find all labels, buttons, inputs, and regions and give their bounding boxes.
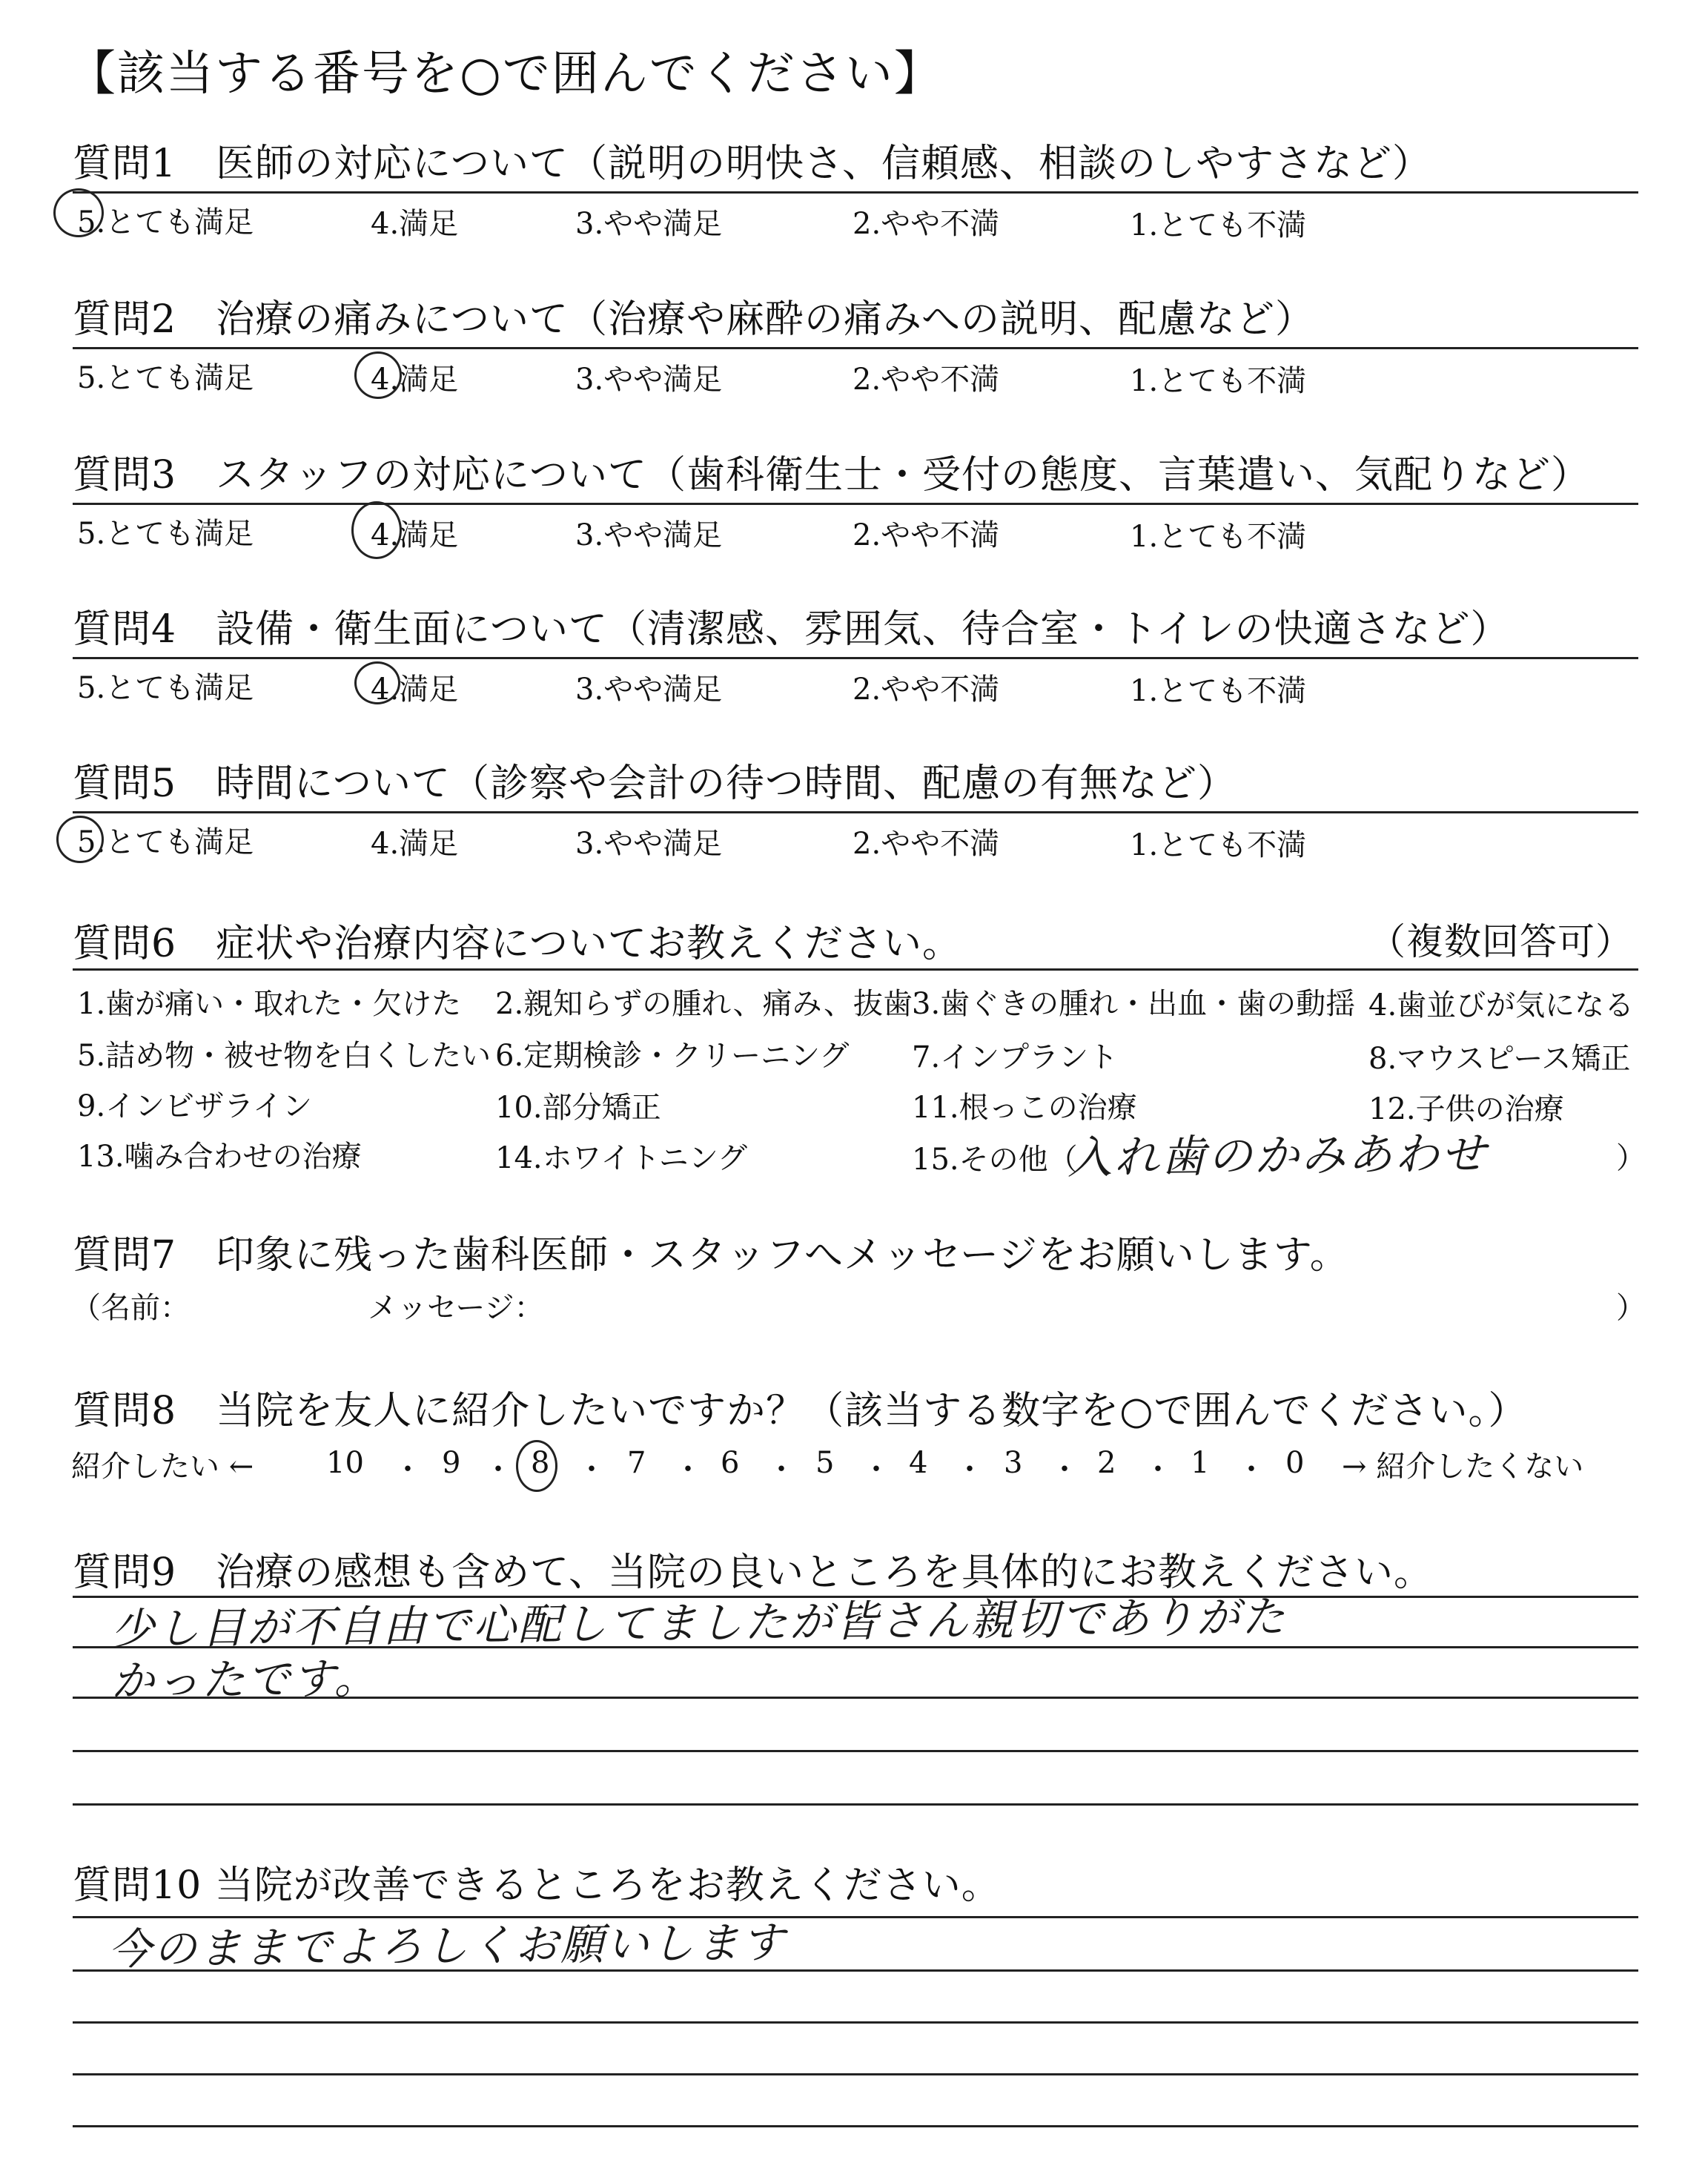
scale-3[interactable]: 3	[1004, 1446, 1023, 1480]
q5-option-4[interactable]: 4.満足	[371, 827, 459, 861]
scale-1[interactable]: 1	[1191, 1446, 1210, 1480]
message-label: メッセージ：	[368, 1291, 544, 1325]
scale-separator: ・	[1143, 1453, 1173, 1487]
scale-separator: ・	[577, 1453, 606, 1487]
answer-line	[73, 2073, 1638, 2075]
divider	[73, 811, 1638, 813]
q6-item-14[interactable]: 14.ホワイトニング	[495, 1141, 748, 1175]
q6-item-11[interactable]: 11.根っこの治療	[912, 1091, 1137, 1125]
q2-option-2[interactable]: 2.やや不満	[853, 363, 1000, 397]
q9-answer-line-2[interactable]: かったです。	[110, 1653, 380, 1706]
question-6-title: 質問6 症状や治療内容についてお教えください。	[73, 922, 962, 966]
scale-6[interactable]: 6	[721, 1446, 740, 1480]
page-title: 【該当する番号を○で囲んでください】	[68, 47, 943, 102]
answer-line	[73, 1750, 1638, 1752]
q6-item-9[interactable]: 9.インビザライン	[77, 1089, 312, 1123]
q4-option-1[interactable]: 1.とても不満	[1130, 674, 1307, 708]
answer-line	[73, 1803, 1638, 1806]
name-field[interactable]	[178, 1284, 341, 1321]
question-7-title: 質問7 印象に残った歯科医師・スタッフへメッセージをお願いします。	[73, 1233, 1349, 1278]
q6-item-15[interactable]: 15.その他（	[912, 1143, 1078, 1177]
scale-separator: ・	[673, 1453, 703, 1487]
q6-close-paren: ）	[1616, 1141, 1646, 1175]
scale-0[interactable]: 0	[1285, 1446, 1305, 1480]
answer-line	[73, 2125, 1638, 2127]
selection-circle	[53, 188, 104, 237]
scale-separator: ・	[955, 1453, 984, 1487]
question-10-title: 質問10 当院が改善できるところをお教えください。	[73, 1863, 1001, 1908]
q1-option-3[interactable]: 3.やや満足	[575, 207, 723, 241]
q3-option-3[interactable]: 3.やや満足	[575, 518, 723, 552]
q3-option-5[interactable]: 5.とても満足	[77, 517, 254, 551]
q1-option-5[interactable]: 5.とても満足	[77, 205, 254, 240]
q6-item-2[interactable]: 2.親知らずの腫れ、痛み、抜歯	[495, 987, 913, 1021]
question-9-title: 質問9 治療の感想も含めて、当院の良いところを具体的にお教えください。	[73, 1550, 1434, 1595]
q6-item-4[interactable]: 4.歯並びが気になる	[1368, 988, 1635, 1023]
q1-option-1[interactable]: 1.とても不満	[1130, 208, 1307, 242]
recommend-right-label: → 紹介したくない	[1342, 1450, 1584, 1484]
scale-5[interactable]: 5	[815, 1446, 835, 1480]
q4-option-2[interactable]: 2.やや不満	[853, 673, 1000, 707]
q10-answer[interactable]: 今のままでよろしくお願いします	[107, 1917, 787, 1975]
q2-option-1[interactable]: 1.とても不満	[1130, 364, 1307, 398]
q5-option-5[interactable]: 5.とても満足	[77, 825, 254, 859]
selection-circle	[56, 816, 104, 863]
q9-answer-line-1[interactable]: 少し目が不自由で心配してましたが皆さん親切でありがた	[110, 1591, 1288, 1654]
scale-9[interactable]: 9	[442, 1446, 461, 1480]
q3-option-4[interactable]: 4.満足	[371, 518, 459, 552]
scale-separator: ・	[483, 1453, 513, 1487]
scale-2[interactable]: 2	[1097, 1446, 1116, 1480]
q6-item-8[interactable]: 8.マウスピース矯正	[1368, 1042, 1631, 1076]
q6-item-12[interactable]: 12.子供の治療	[1368, 1092, 1564, 1126]
q2-option-4[interactable]: 4.満足	[371, 363, 459, 397]
q2-option-3[interactable]: 3.やや満足	[575, 363, 723, 397]
selection-circle	[354, 351, 402, 399]
q6-item-7[interactable]: 7.インプラント	[912, 1040, 1119, 1074]
q6-item-3[interactable]: 3.歯ぐきの腫れ・出血・歯の動揺	[912, 987, 1356, 1021]
q4-option-3[interactable]: 3.やや満足	[575, 673, 723, 707]
q6-item-6[interactable]: 6.定期検診・クリーニング	[495, 1039, 850, 1073]
question-1-title: 質問1 医師の対応について（説明の明快さ、信頼感、相談のしやすさなど）	[73, 142, 1431, 186]
divider	[73, 347, 1638, 349]
question-3-title: 質問3 スタッフの対応について（歯科衛生士・受付の態度、言葉遣い、気配りなど）	[73, 453, 1591, 498]
q6-item-5[interactable]: 5.詰め物・被せ物を白くしたい	[77, 1039, 491, 1073]
selection-circle	[516, 1440, 557, 1492]
selection-circle	[354, 661, 400, 704]
divider	[73, 968, 1638, 971]
name-label: （名前：	[71, 1291, 190, 1325]
multiple-answers-note: （複数回答可）	[1368, 920, 1633, 963]
q5-option-3[interactable]: 3.やや満足	[575, 827, 723, 861]
divider	[73, 503, 1638, 505]
q6-item-10[interactable]: 10.部分矯正	[495, 1091, 661, 1125]
scale-separator: ・	[767, 1453, 796, 1487]
selection-circle	[351, 501, 402, 559]
message-field[interactable]	[563, 1284, 1601, 1321]
q3-option-2[interactable]: 2.やや不満	[853, 518, 1000, 552]
scale-separator: ・	[393, 1453, 423, 1487]
divider	[73, 657, 1638, 659]
question-4-title: 質問4 設備・衛生面について（清潔感、雰囲気、待合室・トイレの快適さなど）	[73, 607, 1510, 652]
scale-8[interactable]: 8	[531, 1446, 550, 1480]
q4-option-5[interactable]: 5.とても満足	[77, 671, 254, 705]
q1-option-4[interactable]: 4.満足	[371, 207, 459, 241]
q3-option-1[interactable]: 1.とても不満	[1130, 520, 1307, 554]
scale-separator: ・	[1237, 1453, 1266, 1487]
q5-option-1[interactable]: 1.とても不満	[1130, 828, 1307, 862]
divider	[73, 191, 1638, 194]
question-8-title: 質問8 当院を友人に紹介したいですか？（該当する数字を○で囲んでください。）	[73, 1389, 1528, 1433]
answer-line	[73, 2021, 1638, 2024]
q6-item-13[interactable]: 13.噛み合わせの治療	[77, 1140, 362, 1174]
question-5-title: 質問5 時間について（診察や会計の待つ時間、配慮の有無など）	[73, 762, 1237, 806]
scale-separator: ・	[1050, 1453, 1079, 1487]
scale-10[interactable]: 10	[326, 1446, 364, 1480]
scale-7[interactable]: 7	[627, 1446, 646, 1480]
question-2-title: 質問2 治療の痛みについて（治療や麻酔の痛みへの説明、配慮など）	[73, 297, 1315, 342]
scale-separator: ・	[861, 1453, 891, 1487]
q7-close-paren: ）	[1616, 1291, 1646, 1325]
q2-option-5[interactable]: 5.とても満足	[77, 361, 254, 395]
scale-4[interactable]: 4	[909, 1446, 928, 1480]
q4-option-4[interactable]: 4.満足	[371, 673, 459, 707]
q6-other-answer[interactable]: 入れ歯のかみあわせ	[1067, 1128, 1489, 1184]
q6-item-1[interactable]: 1.歯が痛い・取れた・欠けた	[77, 987, 462, 1021]
recommend-left-label: 紹介したい ←	[71, 1450, 254, 1484]
q1-option-2[interactable]: 2.やや不満	[853, 207, 1000, 241]
q5-option-2[interactable]: 2.やや不満	[853, 827, 1000, 861]
